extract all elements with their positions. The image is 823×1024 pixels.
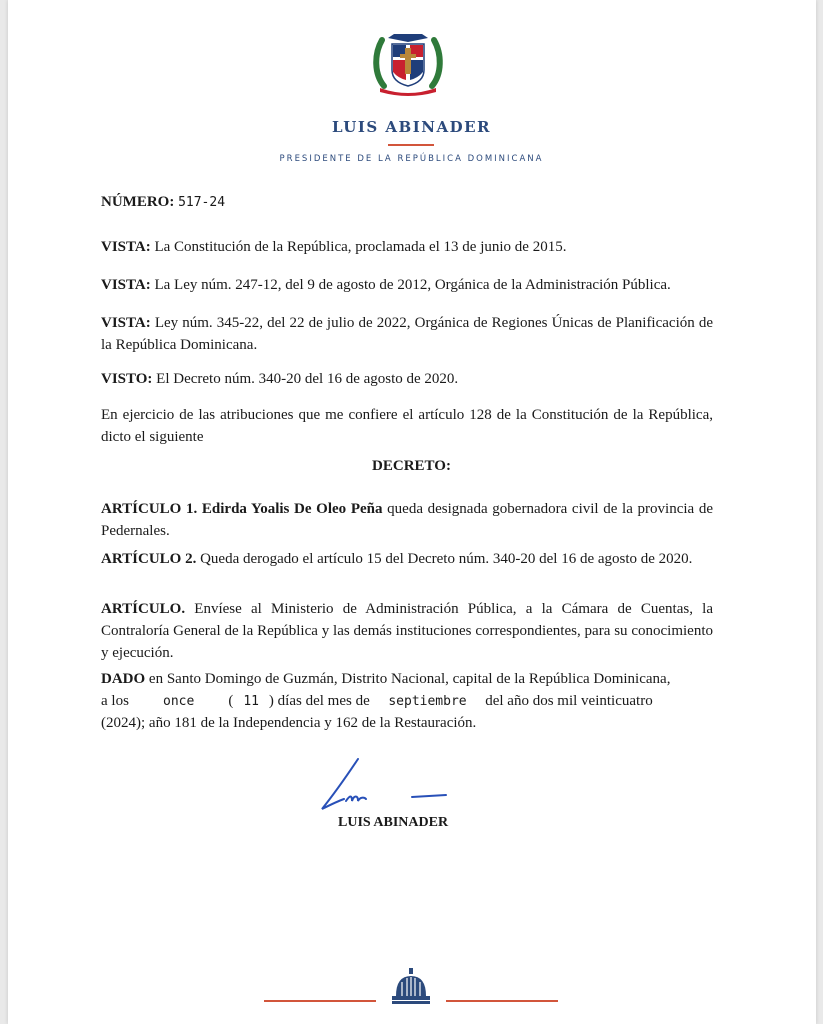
decree-number-label: NÚMERO: xyxy=(101,194,175,210)
article-1 xyxy=(101,498,713,542)
visto-label: VISTO: xyxy=(101,371,153,387)
dado-line-3: (2024); año 181 de la Independencia y 162 de la Restauración. xyxy=(101,715,477,731)
preamble: En ejercicio de las atribuciones que me confiere el artículo 128 de la Constitución de la República, dicto el siguiente xyxy=(101,407,713,445)
dado-pre-day: a los xyxy=(101,693,129,709)
dado-label: DADO xyxy=(101,671,146,687)
vista-text: La Constitución de la República, proclamada el 13 de junio de 2015. xyxy=(154,239,567,255)
vista-label: VISTA: xyxy=(101,239,151,255)
footer-rule-right xyxy=(446,1000,558,1002)
visto-text: El Decreto núm. 340-20 del 16 de agosto de 2020. xyxy=(156,371,459,387)
dado-text: en Santo Domingo de Guzmán, Distrito Nacional, capital de la República Dominicana, xyxy=(148,671,671,687)
vista-2 xyxy=(101,274,713,296)
vista-label: VISTA: xyxy=(101,277,151,293)
palace-dome-icon xyxy=(388,968,434,1008)
letterhead-title: PRESIDENTE DE LA REPÚBLICA DOMINICANA xyxy=(279,154,544,164)
vista-1 xyxy=(101,236,713,258)
vista-text: La Ley núm. 247-12, del 9 de agosto de 2012, Orgánica de la Administración Pública. xyxy=(154,277,671,293)
footer-rule-left xyxy=(264,1000,376,1002)
article-text: Envíese al Ministerio de Administración Pública, a la Cámara de Cuentas, la Contraloría General de la República y las demás instituciones correspondientes, para su conocimiento y ejecución. xyxy=(101,601,713,661)
paren-open: ( xyxy=(228,693,234,709)
signatory-name: LUIS ABINADER xyxy=(338,815,449,830)
letterhead-name: LUIS ABINADER xyxy=(332,118,491,136)
article-2 xyxy=(101,548,713,570)
dado-line-2 xyxy=(101,690,713,713)
decreto-heading: DECRETO: xyxy=(372,458,451,474)
letterhead-divider xyxy=(388,144,434,146)
vista-text: Ley núm. 345-22, del 22 de julio de 2022, Orgánica de Regiones Únicas de Planificación de la República Dominicana. xyxy=(101,315,714,353)
vista-3 xyxy=(101,312,713,356)
visto-4 xyxy=(101,368,713,390)
article-label: ARTÍCULO 2. xyxy=(101,551,197,567)
paren-close: ) xyxy=(268,693,274,709)
article-label: ARTÍCULO 1. xyxy=(101,501,198,517)
article-text: Queda derogado el artículo 15 del Decreto núm. 340-20 del 16 de agosto de 2020. xyxy=(200,551,693,567)
decree-number-line xyxy=(101,191,713,214)
article-text: queda designada gobernadora civil de la provincia de Pedernales. xyxy=(101,501,714,539)
designee-name: Edirda Yoalis De Oleo Peña xyxy=(201,501,383,517)
dado-mid: días del mes de xyxy=(277,693,370,709)
dado-line-1 xyxy=(101,668,713,690)
article-3 xyxy=(101,598,713,664)
vista-label: VISTA: xyxy=(101,315,151,331)
day-words-fill: once xyxy=(163,694,195,709)
article-label: ARTÍCULO. xyxy=(101,601,186,617)
decree-number-value: 517-24 xyxy=(178,195,226,210)
dado-post-month: del año dos mil veinticuatro xyxy=(485,693,653,709)
day-number-fill: 11 xyxy=(243,694,259,709)
month-fill: septiembre xyxy=(388,694,467,709)
coat-of-arms-seal xyxy=(372,28,444,96)
